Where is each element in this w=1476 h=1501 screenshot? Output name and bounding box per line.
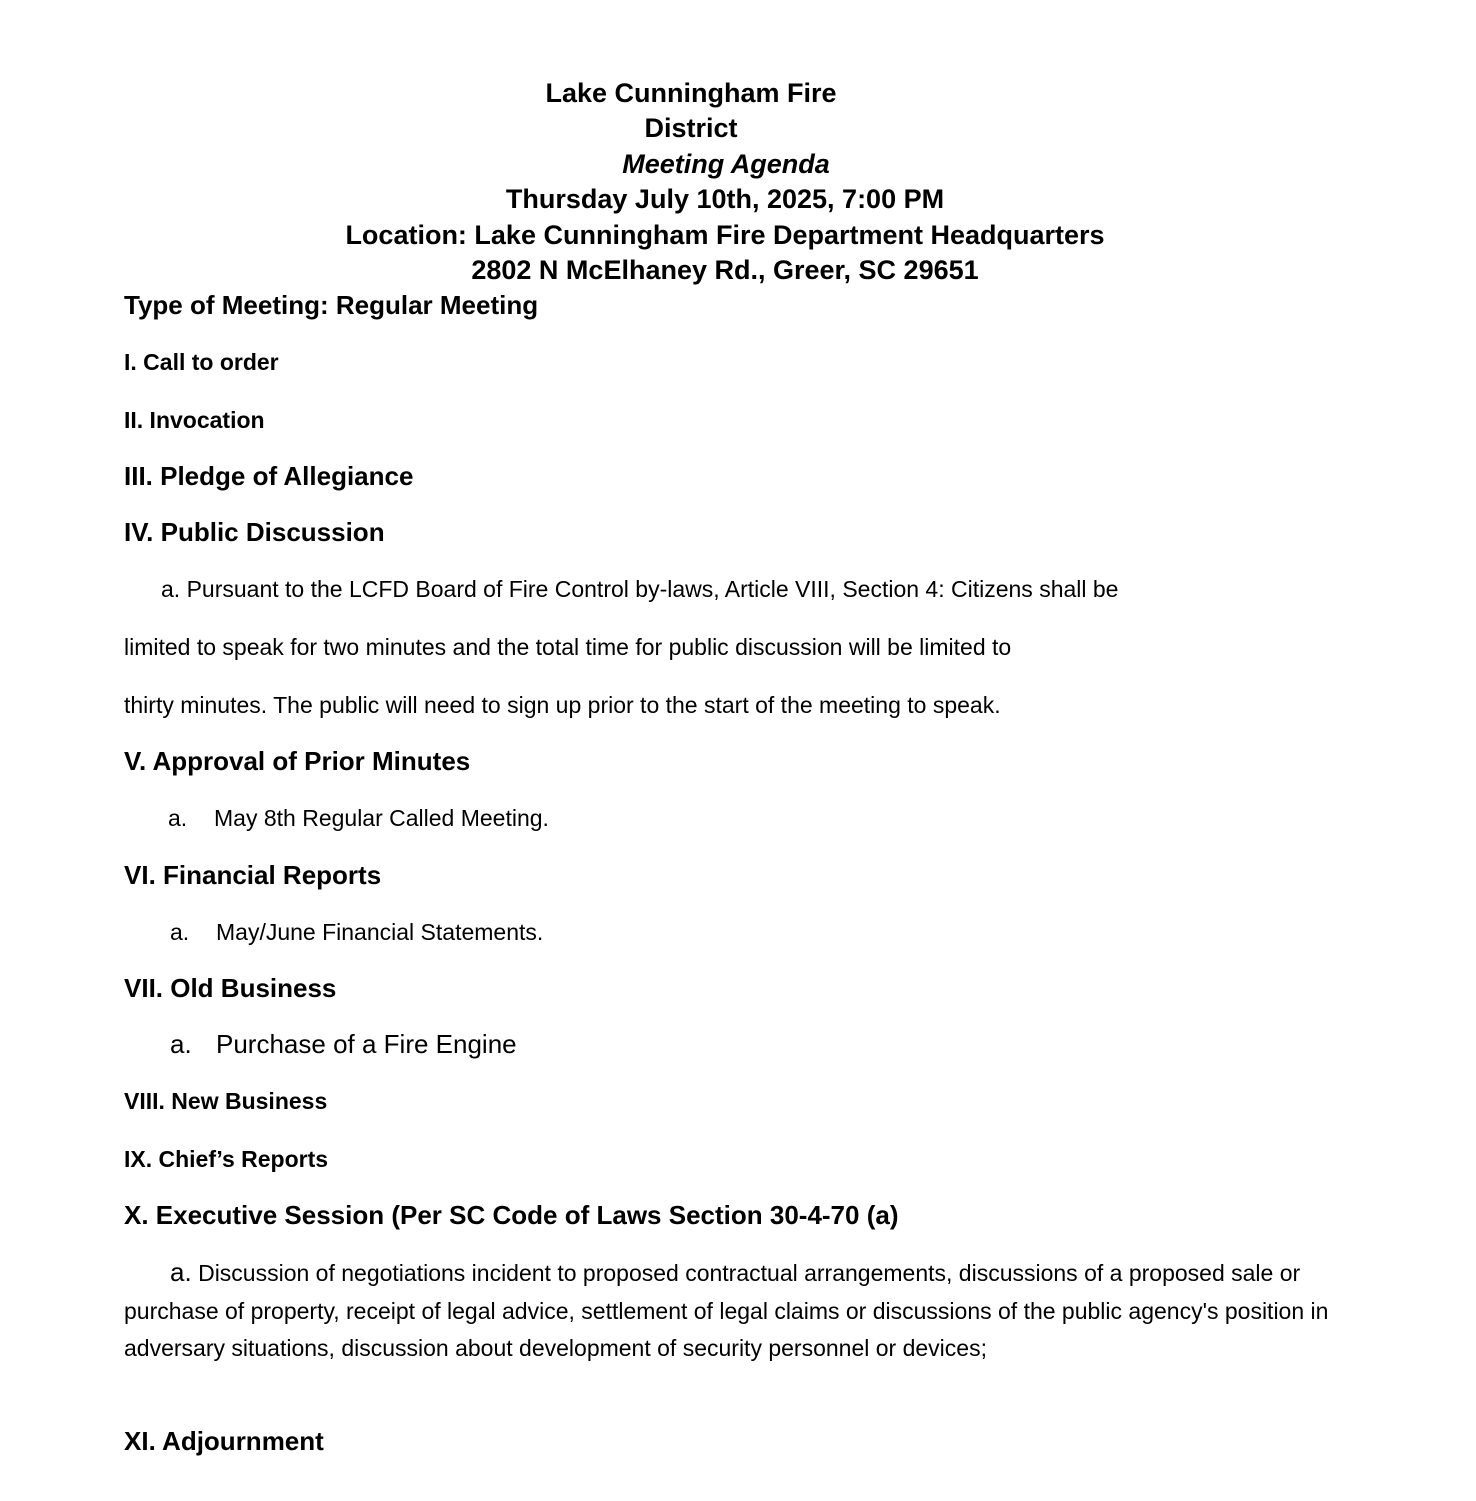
public-discussion-text-line2: limited to speak for two minutes and the total time for public discussion will be limited to [124, 634, 1012, 660]
list-marker: a. [170, 1257, 192, 1287]
list-item [170, 917, 543, 947]
org-name-line1: Lake Cunningham Fire [545, 78, 837, 108]
list-item-text: Purchase of a Fire Engine [216, 1029, 517, 1059]
section-new-business: VIII. New Business [124, 1088, 328, 1114]
org-name-line2: District [644, 113, 738, 143]
section-adjournment: XI. Adjournment [124, 1426, 324, 1456]
list-marker: a. [168, 805, 188, 831]
meeting-date: Thursday July 10th, 2025, 7:00 PM [505, 184, 945, 214]
list-item [168, 803, 549, 833]
section-pledge: III. Pledge of Allegiance [124, 461, 414, 491]
document-title: Meeting Agenda [622, 149, 830, 179]
section-executive-session: X. Executive Session (Per SC Code of Laws Section 30-4-70 (a) [124, 1200, 899, 1230]
section-old-business: VII. Old Business [124, 973, 337, 1003]
public-discussion-text-line3: thirty minutes. The public will need to sign up prior to the start of the meeting to speak. [124, 692, 1001, 718]
meeting-location: Location: Lake Cunningham Fire Department Headquarters [345, 220, 1105, 250]
meeting-address: 2802 N McElhaney Rd., Greer, SC 29651 [471, 255, 979, 285]
section-invocation: II. Invocation [124, 407, 265, 433]
section-public-discussion: IV. Public Discussion [124, 517, 385, 547]
list-item [170, 1028, 517, 1060]
section-chiefs-reports: IX. Chief’s Reports [124, 1146, 329, 1172]
section-approval-minutes: V. Approval of Prior Minutes [124, 746, 471, 776]
list-marker: a. [170, 1029, 192, 1059]
list-item-text: May 8th Regular Called Meeting. [214, 805, 549, 831]
public-discussion-text-line1: a. Pursuant to the LCFD Board of Fire Control by-laws, Article VIII, Section 4: Citizens shall be [161, 576, 1119, 602]
list-item-text: May/June Financial Statements. [216, 919, 544, 945]
meeting-type: Type of Meeting: Regular Meeting [124, 290, 539, 320]
executive-session-description: Discussion of negotiations incident to proposed contractual arrangements, discussions of a proposed sale or purchase of property, receipt of legal advice, settlement of legal claims or discussions of the public agency's position in adversary situations, discussion about development of security personnel or devices; [124, 1260, 1329, 1361]
executive-session-text [124, 1254, 1334, 1368]
section-call-to-order: I. Call to order [124, 349, 279, 375]
section-financial-reports: VI. Financial Reports [124, 860, 382, 890]
list-marker: a. [170, 919, 190, 945]
